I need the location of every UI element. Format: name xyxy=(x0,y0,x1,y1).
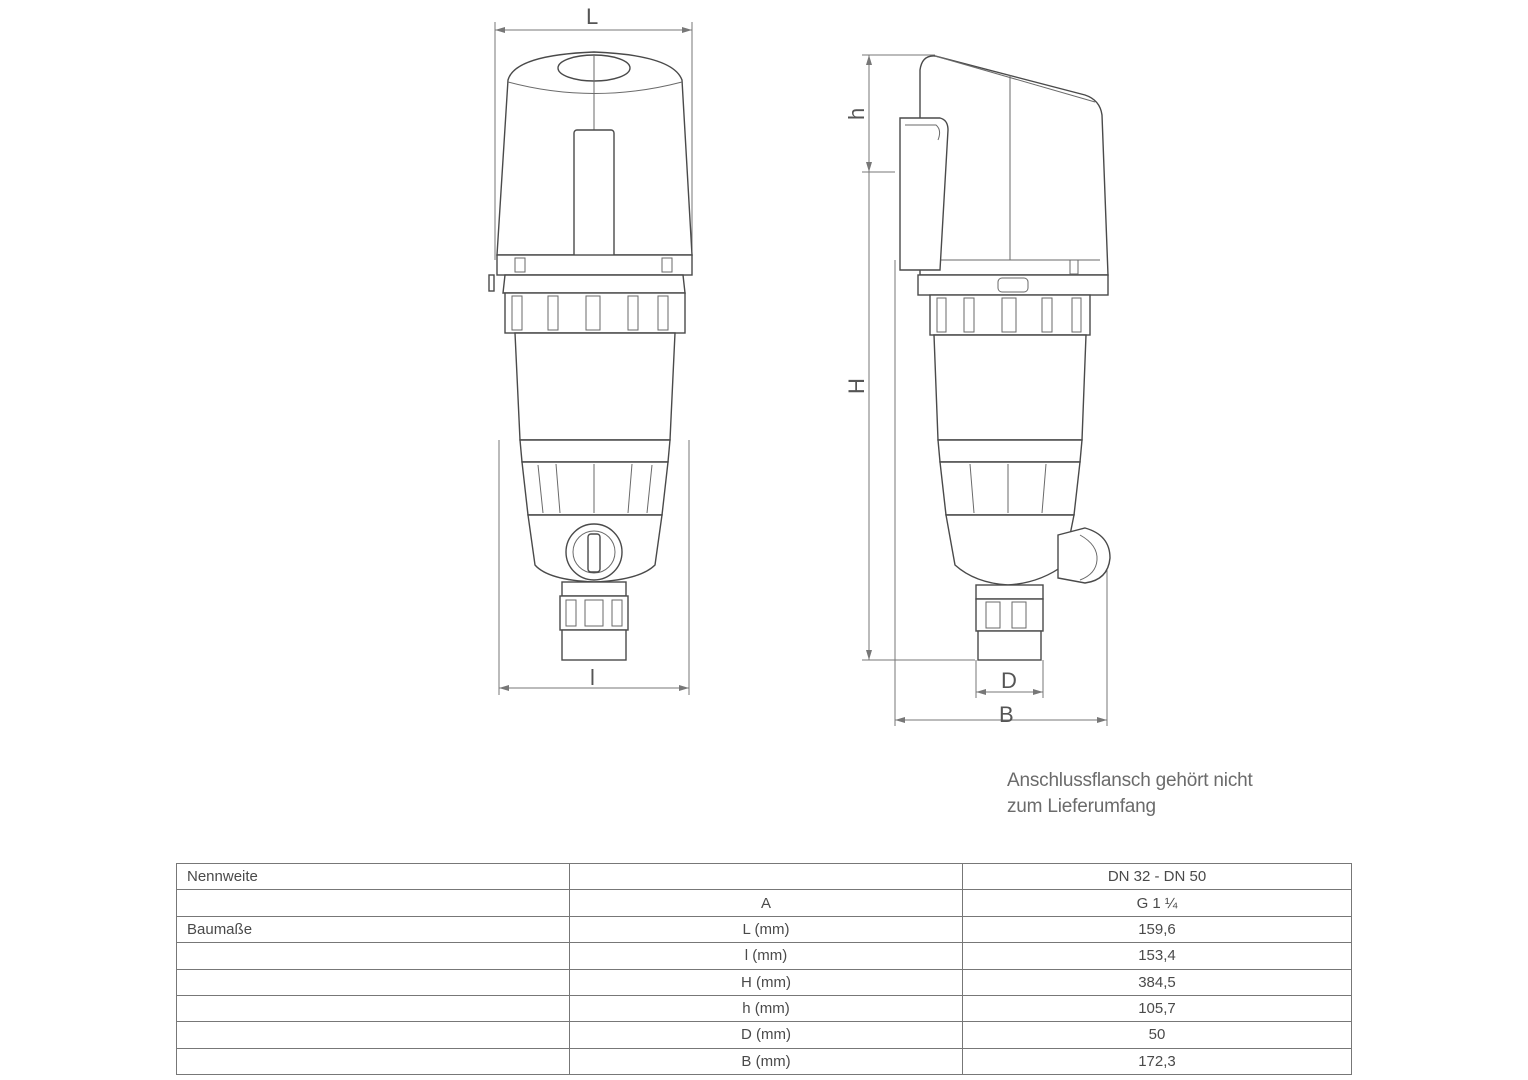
table-row xyxy=(177,969,1352,995)
note-line-2: zum Lieferumfang xyxy=(1007,796,1156,817)
dim-label-B: B xyxy=(999,702,1014,727)
table-cell: h (mm) xyxy=(570,995,963,1021)
table-cell xyxy=(177,890,570,916)
table-cell xyxy=(570,864,963,890)
table-cell xyxy=(177,1048,570,1074)
note-line-1: Anschlussflansch gehört nicht xyxy=(1007,770,1253,791)
table-row xyxy=(177,943,1352,969)
table-cell: A xyxy=(570,890,963,916)
table-cell: l (mm) xyxy=(570,943,963,969)
dim-label-D: D xyxy=(1001,668,1017,693)
front-view xyxy=(489,4,692,695)
table-cell: H (mm) xyxy=(570,969,963,995)
table-cell: 159,6 xyxy=(963,916,1352,942)
dimension-D xyxy=(976,660,1043,698)
dimension-table xyxy=(176,863,1352,1075)
table-row xyxy=(177,995,1352,1021)
table-cell: 172,3 xyxy=(963,1048,1352,1074)
table-cell xyxy=(177,1022,570,1048)
table-row xyxy=(177,1048,1352,1074)
table-cell: Nennweite xyxy=(177,864,570,890)
table-cell: 153,4 xyxy=(963,943,1352,969)
table-cell: 384,5 xyxy=(963,969,1352,995)
table-row xyxy=(177,864,1352,890)
table-row xyxy=(177,1022,1352,1048)
note-text xyxy=(1007,768,1253,820)
table-cell xyxy=(177,943,570,969)
table-cell: DN 32 - DN 50 xyxy=(963,864,1352,890)
table-cell xyxy=(177,995,570,1021)
side-view xyxy=(844,55,1110,727)
table-cell: B (mm) xyxy=(570,1048,963,1074)
table-cell: D (mm) xyxy=(570,1022,963,1048)
dim-label-h: h xyxy=(844,107,869,120)
table-row xyxy=(177,916,1352,942)
dim-label-l: l xyxy=(590,665,595,690)
dim-label-H: H xyxy=(844,378,869,394)
table-cell xyxy=(177,969,570,995)
table-cell: G 1 ¼ xyxy=(963,890,1352,916)
table-cell: Baumaße xyxy=(177,916,570,942)
table-cell: L (mm) xyxy=(570,916,963,942)
table-cell: 50 xyxy=(963,1022,1352,1048)
dim-label-L: L xyxy=(586,4,599,29)
table-row xyxy=(177,890,1352,916)
table-cell: 105,7 xyxy=(963,995,1352,1021)
